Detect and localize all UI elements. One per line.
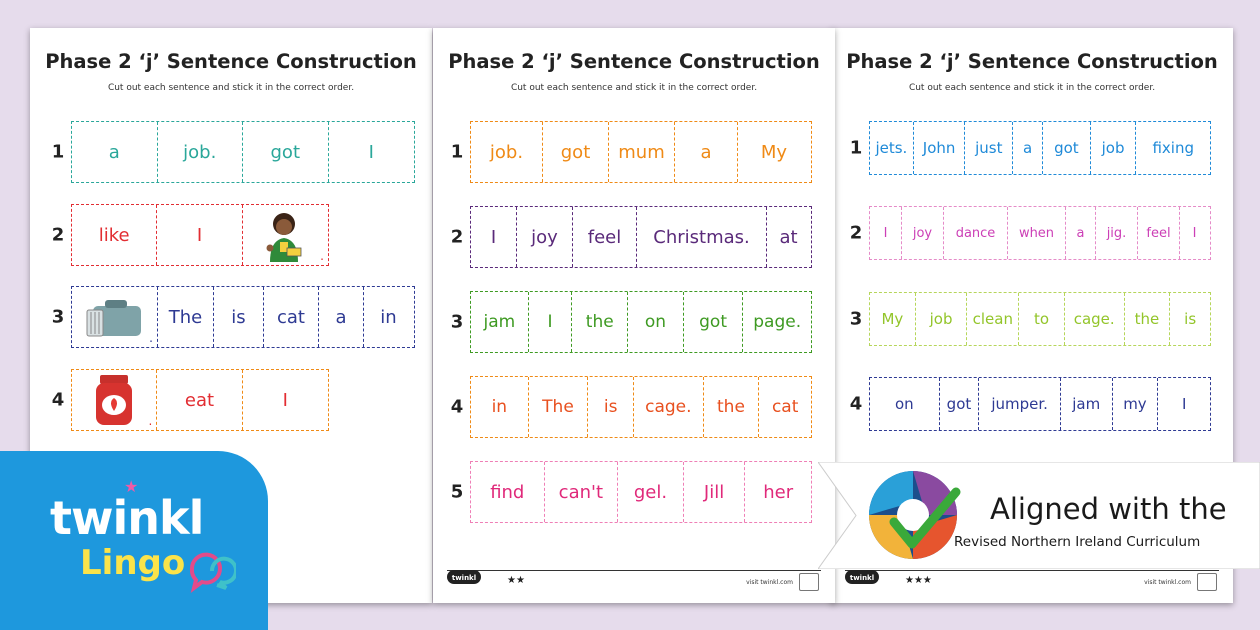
word-card[interactable]: job.: [471, 122, 543, 182]
worksheet-instructions: Cut out each sentence and stick it in the correct order.: [908, 83, 1156, 93]
footer-twinkl-logo: [845, 568, 881, 589]
word-card[interactable]: the: [572, 292, 628, 352]
footer-twinkl-logo: [447, 568, 483, 589]
svg-text:twinkl: twinkl: [849, 574, 875, 582]
word-card[interactable]: to: [1019, 293, 1065, 345]
word-card[interactable]: in: [380, 306, 397, 328]
row-number: 1: [450, 141, 464, 163]
word-card[interactable]: page.: [753, 312, 802, 332]
word-card[interactable]: joy: [902, 207, 944, 259]
word-card[interactable]: jumper.: [979, 378, 1061, 430]
worksheet-2: [433, 28, 835, 603]
worksheet-title: Phase 2 ‘j’ Sentence Construction: [448, 50, 820, 73]
word-card[interactable]: when: [1008, 207, 1066, 259]
word-card[interactable]: I: [529, 292, 573, 352]
word-card[interactable]: job.: [158, 122, 244, 182]
worksheet-title: Phase 2 ‘j’ Sentence Construction: [846, 50, 1218, 73]
word-card[interactable]: feel: [573, 207, 637, 267]
banner-headline: Aligned with the: [990, 492, 1227, 526]
pet-carrier-icon: [83, 292, 147, 342]
picture-card[interactable]: .: [72, 370, 157, 430]
footer-rule: [447, 570, 821, 571]
difficulty-stars: ★★: [507, 575, 525, 586]
word-card[interactable]: the: [1125, 293, 1171, 345]
word-card[interactable]: cat: [264, 287, 319, 347]
curriculum-aperture-icon: [864, 466, 962, 564]
speech-bubble-icon: [186, 549, 236, 593]
row-number: 1: [849, 137, 863, 159]
row-number: 1: [51, 141, 65, 163]
row-number: 5: [450, 481, 464, 503]
picture-card[interactable]: .: [243, 205, 328, 265]
row-number: 4: [849, 393, 863, 415]
sentence-row-3: [51, 286, 415, 348]
word-card[interactable]: is: [588, 377, 634, 437]
picture-card[interactable]: .: [72, 287, 158, 347]
sentence-row-3: [849, 292, 1211, 346]
row-number: 3: [849, 308, 863, 330]
brand-word-twinkl: twinkl: [50, 491, 204, 545]
word-card[interactable]: mum: [609, 122, 675, 182]
curriculum-banner: [818, 462, 1260, 569]
word-card[interactable]: just: [965, 122, 1013, 174]
difficulty-stars: ★★★: [905, 575, 932, 586]
word-card[interactable]: got: [1043, 122, 1091, 174]
footer-badge-icon: [799, 573, 819, 591]
word-card[interactable]: I: [870, 207, 902, 259]
sentence-row-4: [51, 369, 329, 431]
word-card[interactable]: cage.: [634, 377, 704, 437]
footer-badge-icon: [1197, 573, 1217, 591]
juggler-girl-icon: [260, 208, 310, 262]
word-card[interactable]: in: [471, 377, 529, 437]
word-card[interactable]: cat: [771, 397, 799, 417]
word-card[interactable]: Christmas.: [637, 207, 767, 267]
word-card[interactable]: I: [1192, 225, 1197, 241]
word-card[interactable]: I: [282, 389, 288, 411]
sentence-row-3: [450, 291, 812, 353]
footer-visit-link[interactable]: visit twinkl.com: [746, 579, 793, 586]
word-card[interactable]: at: [779, 226, 798, 248]
word-card[interactable]: got: [940, 378, 980, 430]
word-card[interactable]: I: [368, 141, 374, 163]
word-card[interactable]: got: [243, 122, 329, 182]
word-card[interactable]: my: [1113, 378, 1159, 430]
word-card[interactable]: on: [870, 378, 940, 430]
worksheet-instructions: Cut out each sentence and stick it in the correct order.: [510, 83, 758, 93]
word-card[interactable]: jets.: [870, 122, 914, 174]
sentence-row-2: [51, 204, 329, 266]
word-card[interactable]: got: [543, 122, 609, 182]
worksheet-title: Phase 2 ‘j’ Sentence Construction: [45, 50, 417, 73]
word-card[interactable]: My: [870, 293, 916, 345]
word-card[interactable]: a: [675, 122, 738, 182]
word-card[interactable]: feel: [1138, 207, 1180, 259]
sentence-row-1: [450, 121, 812, 183]
word-card[interactable]: a: [319, 287, 364, 347]
worksheet-instructions: Cut out each sentence and stick it in the correct order.: [107, 83, 355, 93]
word-card[interactable]: clean: [967, 293, 1019, 345]
sentence-row-1: [849, 121, 1211, 175]
word-card[interactable]: jig.: [1096, 207, 1138, 259]
word-card[interactable]: is: [1184, 310, 1197, 328]
row-number: 3: [51, 306, 65, 328]
word-card[interactable]: My: [760, 141, 788, 163]
word-card[interactable]: a: [1066, 207, 1096, 259]
row-number: 3: [450, 311, 464, 333]
word-card[interactable]: John: [914, 122, 966, 174]
word-card[interactable]: I: [471, 207, 517, 267]
row-number: 2: [450, 226, 464, 248]
brand-word-lingo: Lingo: [80, 543, 186, 583]
star-icon: ★: [124, 477, 139, 496]
word-card[interactable]: dance: [944, 207, 1008, 259]
word-card[interactable]: The: [529, 377, 589, 437]
sentence-row-2: [450, 206, 812, 268]
word-card[interactable]: got: [684, 292, 744, 352]
word-card[interactable]: joy: [517, 207, 573, 267]
jam-jar-icon: [92, 373, 136, 427]
word-card[interactable]: gel.: [618, 462, 684, 522]
word-card[interactable]: jam: [471, 292, 529, 352]
word-card[interactable]: job: [1091, 122, 1137, 174]
word-card[interactable]: jam: [1061, 378, 1113, 430]
banner-subline: Revised Northern Ireland Curriculum: [954, 534, 1201, 550]
word-card[interactable]: eat: [157, 370, 242, 430]
word-card[interactable]: job: [916, 293, 968, 345]
row-number: 4: [51, 389, 65, 411]
word-card[interactable]: her: [763, 481, 794, 503]
word-card[interactable]: a: [72, 122, 158, 182]
word-card[interactable]: The: [158, 287, 214, 347]
word-card[interactable]: I: [1181, 395, 1187, 413]
svg-text:twinkl: twinkl: [451, 574, 477, 582]
sentence-row-1: [51, 121, 415, 183]
row-number: 2: [51, 224, 65, 246]
sentence-row-4: [450, 376, 812, 438]
word-card[interactable]: is: [214, 287, 264, 347]
footer-visit-link[interactable]: visit twinkl.com: [1144, 579, 1191, 586]
sentence-row-2: [849, 206, 1211, 260]
row-number: 4: [450, 396, 464, 418]
word-card[interactable]: can't: [545, 462, 619, 522]
word-card[interactable]: Jill: [684, 462, 746, 522]
word-card[interactable]: fixing: [1152, 139, 1194, 157]
word-card[interactable]: cage.: [1065, 293, 1125, 345]
word-card[interactable]: on: [628, 292, 684, 352]
row-number: 2: [849, 222, 863, 244]
word-card[interactable]: I: [157, 205, 242, 265]
word-card[interactable]: like: [72, 205, 157, 265]
footer-rule: [845, 570, 1219, 571]
sentence-row-4: [849, 377, 1211, 431]
word-card[interactable]: a: [1013, 122, 1043, 174]
word-card[interactable]: the: [704, 377, 760, 437]
twinkl-lingo-logo: [0, 451, 268, 630]
word-card[interactable]: find: [471, 462, 545, 522]
sentence-row-5: [450, 461, 812, 523]
